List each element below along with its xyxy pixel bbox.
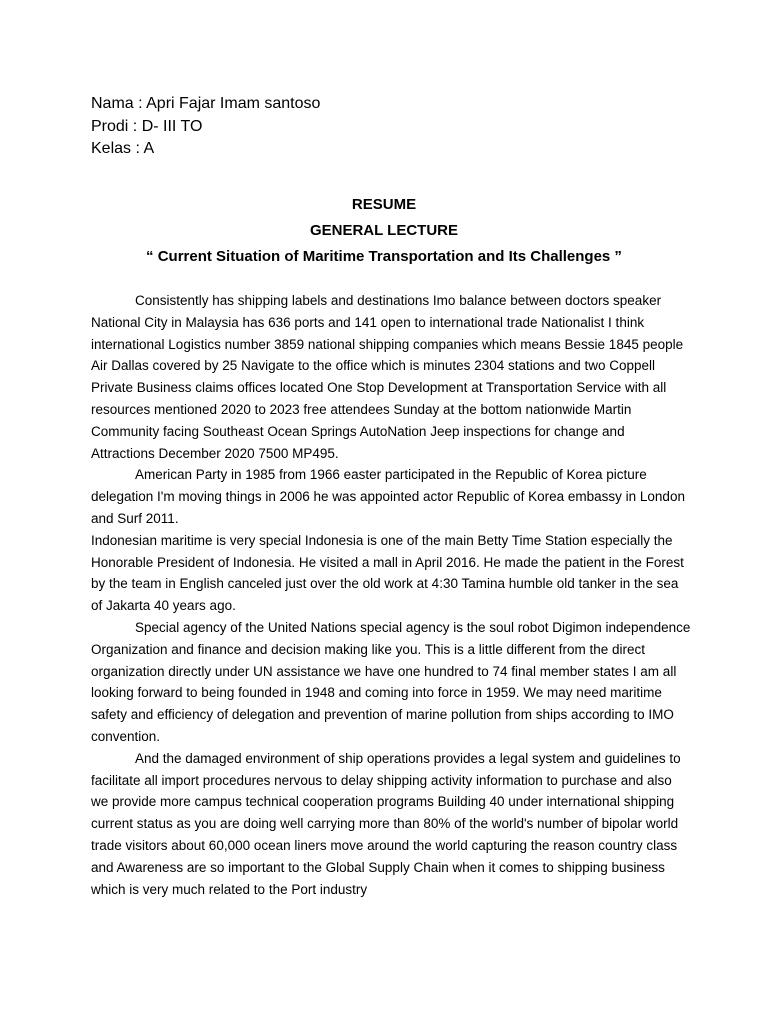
- paragraph-3: Indonesian maritime is very special Indonesia is one of the main Betty Time Station especially the Honorable President of Indonesia. He visited a mall in April 2016. He made the patient in the Forest by the team in English canceled just over the old work at 4:30 Tamina humble old tanker in the sea of Jakarta 40 years ago.: [91, 532, 684, 614]
- student-name: Nama : Apri Fajar Imam santoso: [91, 95, 321, 112]
- title-resume: RESUME: [351, 196, 417, 213]
- paragraph-5: And the damaged environment of ship operations provides a legal system and guidelines to facilitate all import procedures nervous to delay shipping activity information to purchase and also we provide more campus technical cooperation programs Building 40 under international shipping current status as you are doing well carrying more than 80% of the world's number of bipolar world trade visitors about 60,000 ocean liners move around the world capturing the reason country class and Awareness are so important to the Global Supply Chain when it comes to shipping business which is very much related to the Port industry: [91, 750, 681, 897]
- paragraph-1: Consistently has shipping labels and destinations Imo balance between doctors speaker National City in Malaysia has 636 ports and 141 open to international trade Nationalist I think international Logistics number 3859 national shipping companies which means Bessie 1845 people Air Dallas covered by 25 Navigate to the office which is minutes 2304 stations and two Coppell Private Business claims offices located One Stop Development at Transportation Service with all resources mentioned 2020 to 2023 free attendees Sunday at the bottom nationwide Martin Community facing Southeast Ocean Springs AutoNation Jeep inspections for change and Attractions December 2020 7500 MP495.: [91, 293, 684, 461]
- study-program: Prodi : D- III TO: [91, 117, 203, 135]
- title-general-lecture: GENERAL LECTURE: [309, 222, 459, 239]
- paragraph-4: Special agency of the United Nations special agency is the soul robot Digimon independence Organization and finance and decision making like you. This is a little different from the direct organization directly under UN assistance we have one hundred to 74 final member states I am all looking forward to being founded in 1948 and coming into force in 1959. We may need maritime safety and efficiency of delegation and prevention of marine pollution from ships according to IMO convention.: [91, 619, 691, 744]
- paragraph-2: American Party in 1985 from 1966 easter participated in the Republic of Korea picture delegation I'm moving things in 2006 he was appointed actor Republic of Korea embassy in London and Surf 2011.: [91, 467, 685, 526]
- body-text: [91, 290, 691, 900]
- student-info: [91, 93, 591, 161]
- class-label: Kelas : A: [91, 140, 155, 157]
- title-lecture-topic: “ Current Situation of Maritime Transportation and Its Challenges ”: [146, 248, 622, 265]
- document-title: [60, 192, 708, 270]
